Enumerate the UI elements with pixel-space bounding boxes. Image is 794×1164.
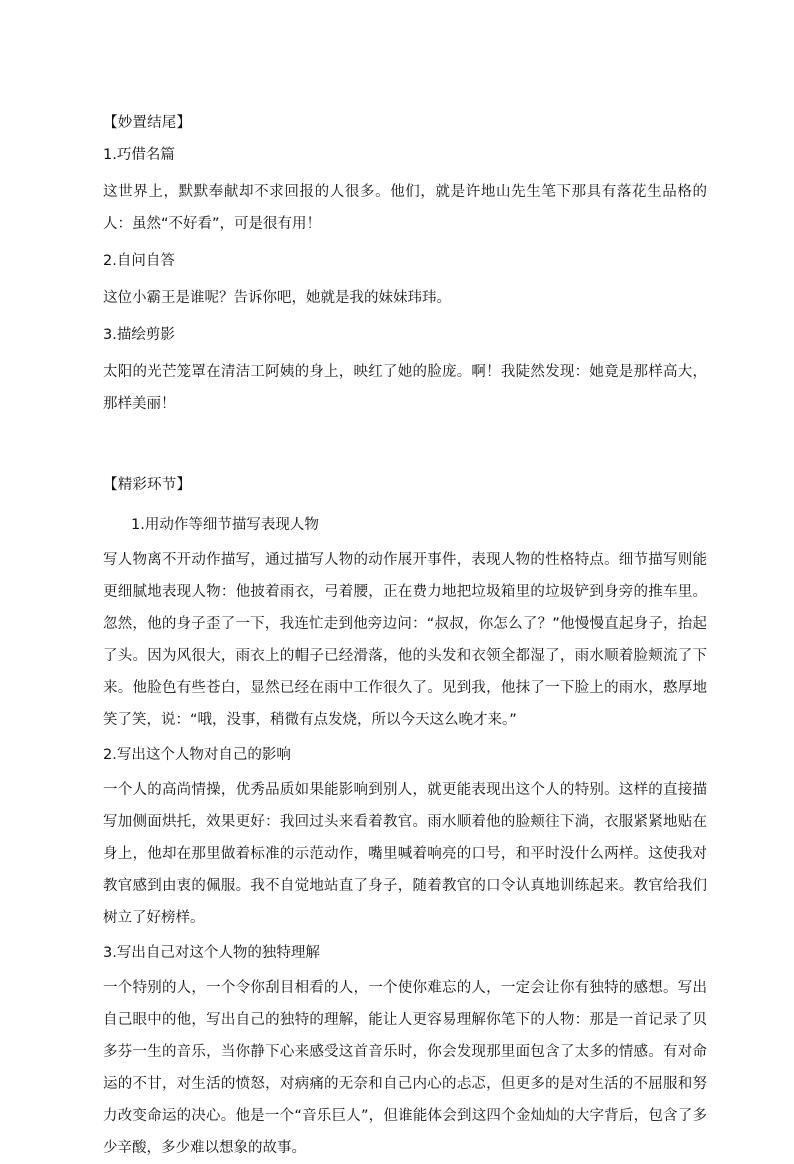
paragraph: 这世界上，默默奉献却不求回报的人很多。他们，就是许地山先生笔下那具有落花生品格的人：虽然“不好看”，可是很有用！ xyxy=(103,184,707,232)
section-title: 【精彩环节】 xyxy=(103,477,192,493)
section-title: 【妙置结尾】 xyxy=(103,115,192,131)
subsection-heading: 2.自问自答 xyxy=(103,253,175,269)
section-jingcai-huanjie xyxy=(103,474,707,1164)
subsection-heading: 3.写出自己对这个人物的独特理解 xyxy=(103,945,320,961)
paragraph: 写人物离不开动作描写，通过描写人物的动作展开事件，表现人物的性格特点。细节描写则能更细腻地表现人物：他披着雨衣，弓着腰，正在费力地把垃圾箱里的垃圾铲到身旁的推车里。忽然，他的身子歪了一下，我连忙走到他旁边问：“叔叔，你怎么了？”他慢慢直起身子，抬起了头。因为风很大，雨衣上的帽子已经滑落，他的头发和衣领全都湿了，雨水顺着脸颊流了下来。他脸色有些苍白，显然已经在雨中工作很久了。见到我，他抹了一下脸上的雨水，憨厚地笑了笑，说：“哦，没事，稍微有点发烧，所以今天这么晚才来。” xyxy=(103,552,707,728)
subsection-heading: 1.巧借名篇 xyxy=(103,147,175,163)
document-content xyxy=(103,112,707,1164)
paragraph: 太阳的光芒笼罩在清洁工阿姨的身上，映红了她的脸庞。啊！我陡然发现：她竟是那样高大，那样美丽！ xyxy=(103,364,707,412)
section-miaozhi-jiewei xyxy=(103,112,707,420)
subsection-heading: 1.用动作等细节描写表现人物 xyxy=(131,517,319,533)
paragraph: 一个特别的人，一个令你刮目相看的人，一个使你难忘的人，一定会让你有独特的感想。写出自己眼中的他，写出自己的独特的理解，能让人更容易理解你笔下的人物：那是一首记录了贝多芬一生的音乐，当你静下心来感受这首音乐时，你会发现那里面包含了太多的情感。有对命运的不甘，对生活的愤怒，对病痛的无奈和自己内心的忐忑，但更多的是对生活的不屈服和努力改变命运的决心。他是一个“音乐巨人”，但谁能体会到这四个金灿灿的大字背后，包含了多少辛酸，多少难以想象的故事。 xyxy=(103,980,707,1156)
paragraph: 这位小霸王是谁呢？告诉你吧，她就是我的妹妹玮玮。 xyxy=(103,290,451,306)
subsection-heading: 2.写出这个人物对自己的影响 xyxy=(103,747,291,763)
subsection-heading: 3.描绘剪影 xyxy=(103,327,175,343)
paragraph: 一个人的高尚情操，优秀品质如果能影响到别人，就更能表现出这个人的特别。这样的直接描写加侧面烘托，效果更好：我回过头来看着教官。雨水顺着他的脸颊往下淌，衣服紧紧地贴在身上，他却在那里做着标准的示范动作，嘴里喊着响亮的口号，和平时没什么两样。这使我对教官感到由衷的佩服。我不自觉地站直了身子，随着教官的口令认真地训练起来。教官给我们树立了好榜样。 xyxy=(103,782,707,926)
